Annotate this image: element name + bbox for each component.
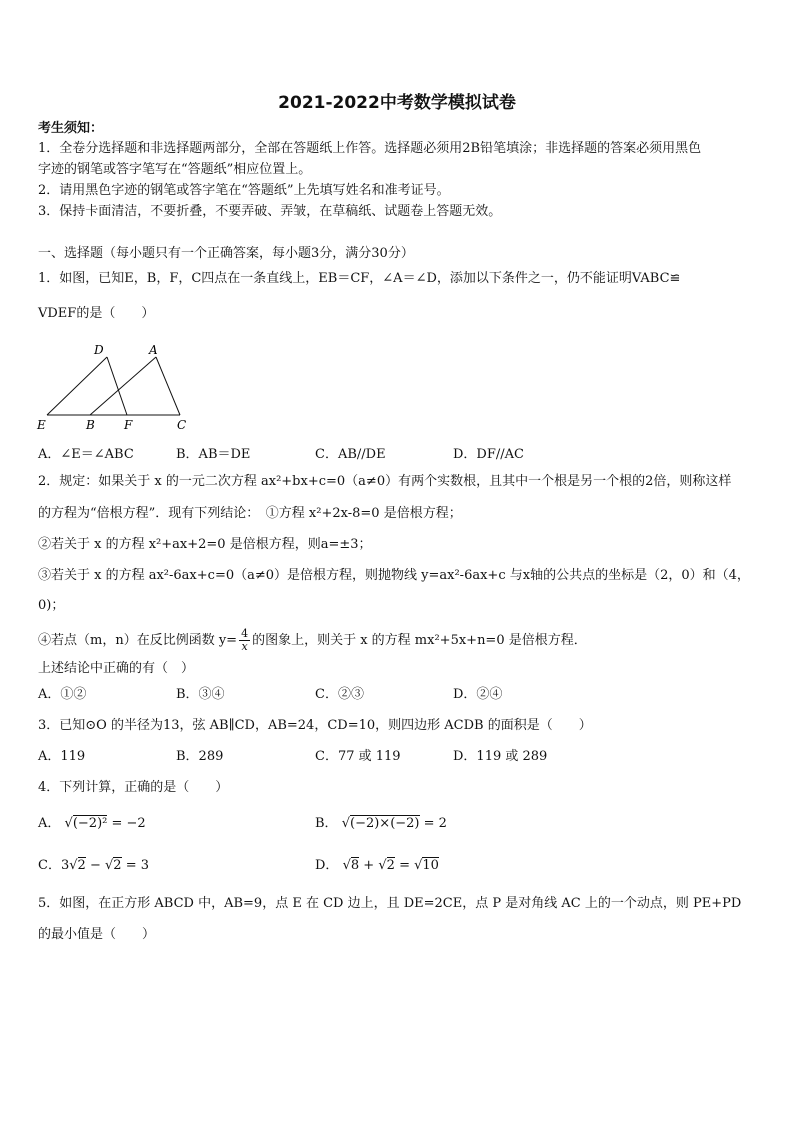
- label-B: B: [86, 418, 95, 432]
- q1-stem-a: 1．如图，已知E，B，F，C四点在一条直线上，EB＝CF，∠A＝∠D，添加以下条件之一，仍不能证明VABC≌: [38, 271, 681, 286]
- sqrt-icon: √: [414, 858, 423, 873]
- q4-option-c[interactable]: [38, 857, 149, 875]
- q4-stem: 4．下列计算，正确的是（ ）: [38, 780, 229, 795]
- q2-s4-prefix: ④若点（m，n）在反比例函数 y=: [38, 633, 238, 648]
- q4-b-rhs: = 2: [423, 816, 447, 831]
- q4-d-radicand-1: 8: [350, 858, 360, 873]
- q4-c-label: C．3: [38, 858, 70, 873]
- q5-stem-b: 的最小值是（ ）: [38, 927, 156, 942]
- q1-triangle-figure: [30, 335, 200, 435]
- sqrt-icon: √: [341, 816, 350, 831]
- q2-option-b[interactable]: B．③④: [176, 687, 225, 702]
- label-F: F: [124, 418, 133, 432]
- q3-option-a[interactable]: A．119: [38, 749, 86, 764]
- q4-a-label: A．: [38, 816, 61, 831]
- q2-stem-a: 2．规定：如果关于 x 的一元二次方程 ax²+bx+c=0（a≠0）有两个实数根，且其中一个根是另一个根的2倍，则称这样: [38, 474, 732, 489]
- page-title: 2021-2022中考数学模拟试卷: [278, 93, 516, 113]
- notice-item-2: 2．请用黑色字迹的钢笔或答字笔在“答题纸”上先填写姓名和准考证号。: [38, 183, 450, 198]
- q2-ask: 上述结论中正确的有（ ）: [38, 661, 195, 676]
- label-A: A: [149, 343, 158, 357]
- section-heading: 一、选择题（每小题只有一个正确答案，每小题3分，满分30分）: [38, 246, 414, 261]
- q5-stem-a: 5．如图，在正方形 ABCD 中，AB=9，点 E 在 CD 边上，且 DE=2CE，点 P 是对角线 AC 上的一个动点，则 PE+PD: [38, 896, 742, 911]
- notice-item-3: 3．保持卡面清洁，不要折叠，不要弄破、弄皱，在草稿纸、试题卷上答题无效。: [38, 204, 502, 219]
- q4-c-operator: −: [89, 858, 101, 873]
- fraction-denominator: x: [241, 640, 248, 653]
- q2-statement-3a: ③若关于 x 的方程 ax²-6ax+c=0（a≠0）是倍根方程，则抛物线 y=ax²-6ax+c 与x轴的公共点的坐标是（2，0）和（4，: [38, 568, 750, 583]
- q4-b-radicand: (−2)×(−2): [350, 816, 420, 831]
- q1-option-c[interactable]: C．AB//DE: [315, 447, 386, 462]
- q4-c-radicand-2: 2: [113, 858, 122, 873]
- q1-option-d[interactable]: D．DF//AC: [453, 447, 524, 462]
- q4-d-equals: =: [399, 858, 410, 873]
- q2-option-a[interactable]: A．①②: [38, 687, 87, 702]
- q4-d-operator: +: [363, 858, 375, 873]
- q3-option-c[interactable]: C．77 或 119: [315, 749, 401, 764]
- q2-statement-3b: 0)；: [38, 598, 65, 613]
- q2-stem-b: 的方程为“倍根方程”．现有下列结论： ①方程 x²+2x-8=0 是倍根方程；: [38, 506, 462, 521]
- sqrt-icon: √: [378, 858, 387, 873]
- q1-option-b[interactable]: B．AB＝DE: [176, 447, 251, 462]
- q4-b-label: B．: [315, 816, 338, 831]
- q3-option-d[interactable]: D．119 或 289: [453, 749, 548, 764]
- q2-option-c[interactable]: C．②③: [315, 687, 364, 702]
- q2-statement-4: [38, 628, 758, 653]
- q4-option-d[interactable]: [315, 857, 439, 875]
- q2-option-d[interactable]: D．②④: [453, 687, 503, 702]
- fraction-numerator: 4: [241, 627, 249, 640]
- q4-d-label: D．: [315, 858, 339, 873]
- q2-s4-suffix: 的图象上，则关于 x 的方程 mx²+5x+n=0 是倍根方程．: [252, 633, 587, 648]
- label-D: D: [94, 343, 104, 357]
- q4-a-rhs: = −2: [111, 816, 146, 831]
- q4-option-a[interactable]: [38, 815, 146, 833]
- q2-statement-2: ②若关于 x 的方程 x²+ax+2=0 是倍根方程，则a=±3；: [38, 537, 372, 552]
- q1-option-a[interactable]: A．∠E＝∠ABC: [38, 447, 134, 462]
- sqrt-icon: √: [104, 858, 114, 873]
- notice-item-1a: 1．全卷分选择题和非选择题两部分，全部在答题纸上作答。选择题必须用2B铅笔填涂；非选择题的答案必须用黑色: [38, 141, 702, 156]
- q3-stem: 3．已知⊙O 的半径为13，弦 AB∥CD，AB=24，CD=10，则四边形 ACDB 的面积是（ ）: [38, 718, 592, 733]
- q1-stem-b: VDEF的是（ ）: [38, 306, 155, 321]
- sqrt-icon: √: [342, 858, 351, 873]
- notice-heading: 考生须知：: [38, 121, 104, 136]
- sqrt-icon: √: [64, 816, 73, 831]
- q4-d-radicand-2: 2: [386, 858, 395, 873]
- q4-a-radicand: (−2)²: [72, 816, 108, 831]
- q4-d-radicand-3: 10: [422, 858, 439, 873]
- label-C: C: [177, 418, 187, 432]
- q3-option-b[interactable]: B．289: [176, 749, 224, 764]
- notice-item-1b: 字迹的钢笔或答字笔写在“答题纸”相应位置上。: [38, 162, 312, 177]
- q4-option-b[interactable]: [315, 815, 447, 833]
- label-E: E: [37, 418, 46, 432]
- sqrt-icon: √: [69, 858, 78, 873]
- fraction-4-over-x: [239, 628, 250, 653]
- q4-c-rhs: = 3: [125, 858, 149, 873]
- q4-c-radicand-1: 2: [77, 858, 86, 873]
